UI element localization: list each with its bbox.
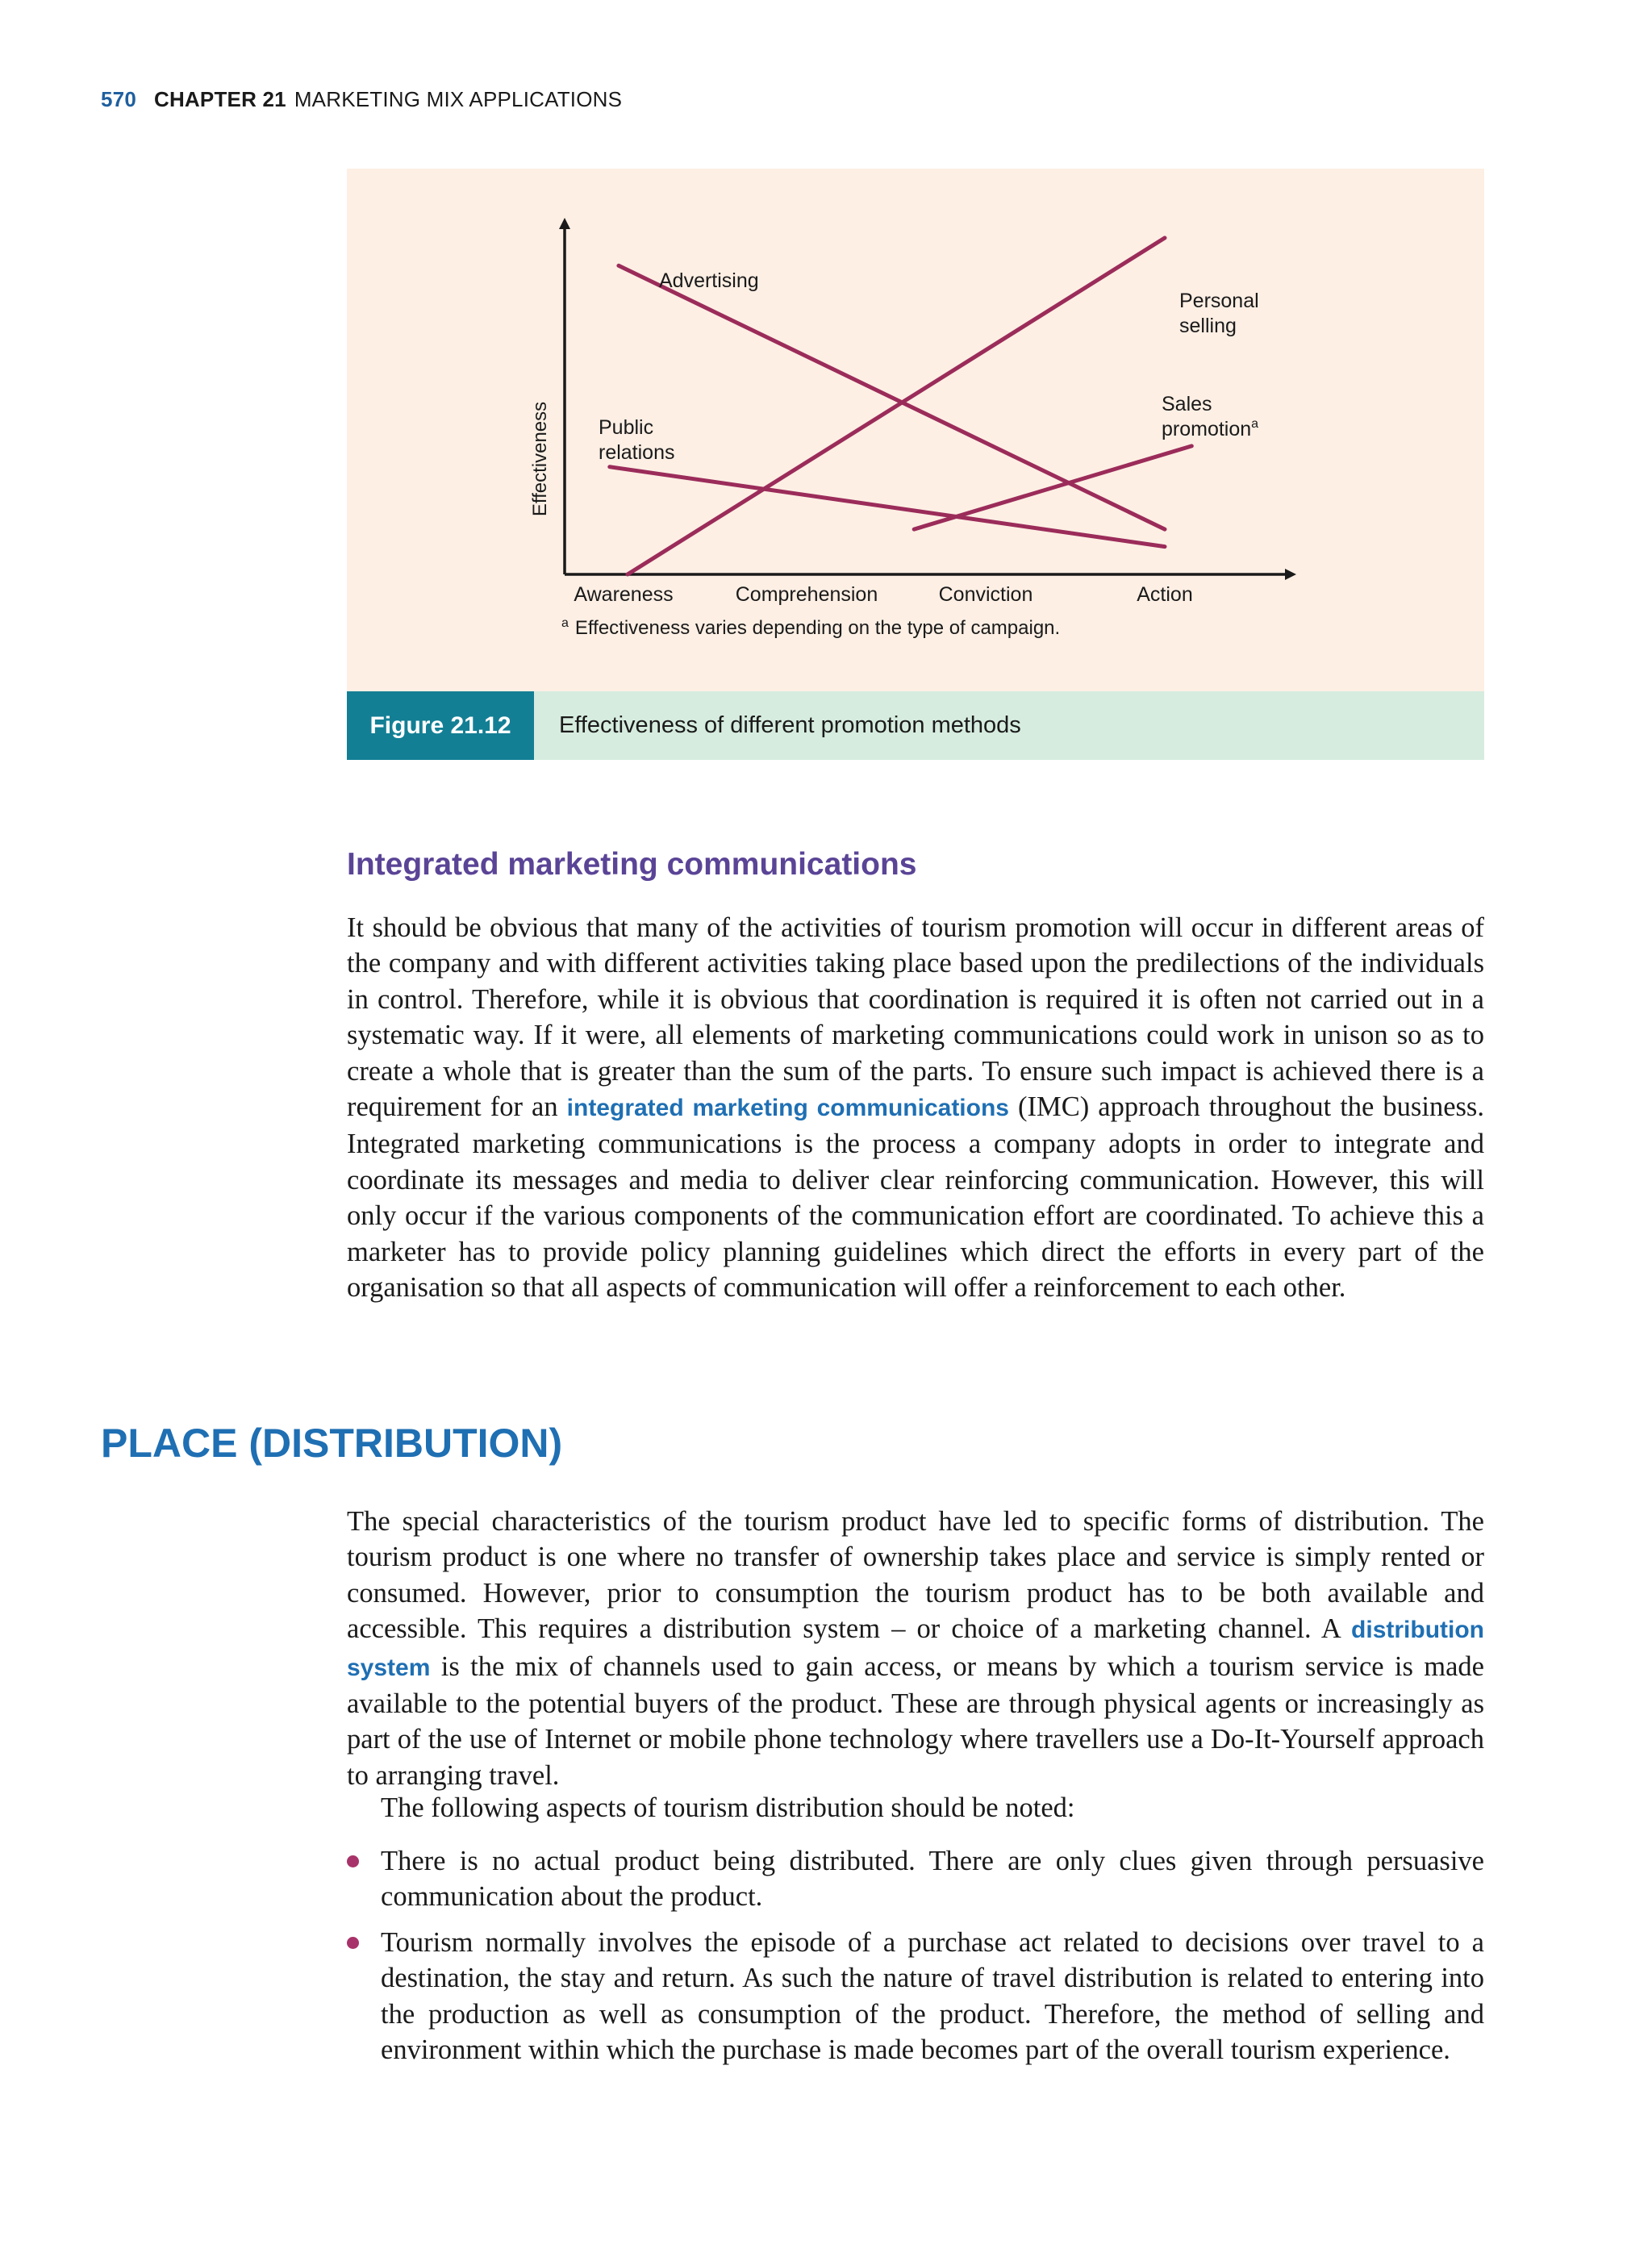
figure-panel (347, 169, 1484, 691)
x-tick-label: Conviction (938, 583, 1033, 606)
series-label-public-relations: Public relations (599, 416, 675, 464)
x-tick-label: Awareness (574, 583, 674, 606)
chapter-title: MARKETING MIX APPLICATIONS (294, 87, 623, 111)
list-item: There is no actual product being distributed. There are only clues given through persuasive communication about the product. (347, 1843, 1484, 1915)
keyword-distribution-system: distribution system (347, 1617, 1485, 1681)
running-head (101, 87, 622, 112)
footnote-text: Effectiveness varies depending on the type of campaign. (574, 617, 1061, 639)
bullet-icon (347, 1937, 359, 1949)
figure-caption-bar (347, 691, 1484, 760)
chapter-number: CHAPTER 21 (153, 87, 286, 111)
figure-caption: Effectiveness of different promotion methods (559, 712, 1021, 738)
series-label-personal-selling: Personal selling (1179, 290, 1259, 337)
paragraph-distribution: The special characteristics of the tourism product have led to specific forms of distribution. The tourism product is one where no transfer of ownership takes place and service is simply rented or consumed. However, prior to consumption the tourism product has to be both available and accessible. This requires a distribution system – or choice of a marketing channel. A distribution system is the mix of channels used to gain access, or means by which a tourism service is made available to the potential buyers of the product. These are through physical agents or increasingly as part of the use of Internet or mobile phone technology where travellers use a Do-It-Yourself approach to arranging travel. (347, 1506, 1485, 1791)
bullet-icon (347, 1855, 359, 1867)
x-tick-label: Comprehension (735, 583, 878, 606)
section-heading-place: PLACE (DISTRIBUTION) (101, 1421, 563, 1466)
section-heading-imc: Integrated marketing communications (347, 847, 917, 882)
series-line-advertising (619, 265, 1165, 529)
paragraph-aspects-intro: The following aspects of tourism distribution should be noted: (381, 1792, 1075, 1823)
distribution-aspects-list (347, 1843, 1484, 2077)
figure-footnote (561, 616, 1060, 639)
keyword-imc: integrated marketing communications (566, 1095, 1009, 1122)
series-label-advertising: Advertising (659, 269, 759, 292)
footnote-marker: a (561, 616, 569, 630)
paragraph-imc: It should be obvious that many of the activities of tourism promotion will occur in different areas of the company and with different activities taking place based upon the predilections of the individuals in control. Therefore, while it is obvious that coordination is required it is often not carried out in a systematic way. If it were, all elements of marketing communications could work in unison so as to create a whole that is greater than the sum of the parts. To ensure such impact is achieved there is a requirement for an integrated marketing communications (IMC) approach throughout the business. Integrated marketing communications is the process a company adopts in order to integrate and coordinate its messages and media to deliver clear reinforcing communication. However, this will only occur if the various components of the communication effort are coordinated. To achieve this a marketer has to provide policy planning guidelines which direct the efforts in every part of the organisation so that all aspects of communication will offer a reinforcement to each other. (347, 912, 1484, 1304)
promotion-effectiveness-chart (347, 169, 1484, 691)
x-tick-label: Action (1137, 583, 1193, 606)
list-item: Tourism normally involves the episode of a purchase act related to decisions over travel to a destination, the stay and return. As such the nature of travel distribution is related to entering into the production as well as consumption of the product. Therefore, the method of selling and environment within which the purchase is made becomes part of the overall tourism experience. (347, 1925, 1484, 2068)
figure-label: Figure 21.12 (347, 691, 534, 760)
y-axis-label: Effectiveness (529, 401, 551, 517)
series-label-sales-promotion: Sales promotion$^a$ (1162, 393, 1259, 440)
page-number: 570 (101, 87, 136, 111)
